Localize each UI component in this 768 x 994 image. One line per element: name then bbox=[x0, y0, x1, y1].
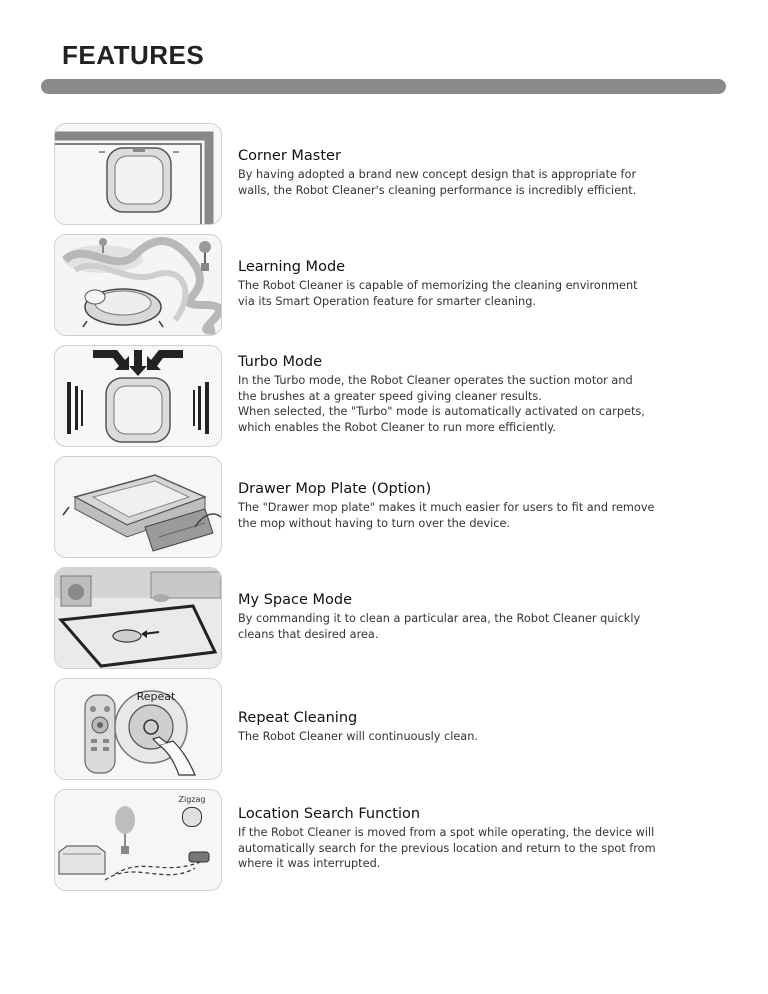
zigzag-label: Zigzag bbox=[178, 795, 206, 804]
learning-mode-illustration bbox=[54, 234, 222, 336]
feature-title: Turbo Mode bbox=[238, 354, 322, 370]
feature-description: If the Robot Cleaner is moved from a spot while operating, the device will automatically search for the previous location and return to the spot from where it was interrupted. bbox=[238, 826, 656, 870]
corner-master-illustration bbox=[54, 123, 222, 225]
turbo-mode-illustration bbox=[54, 345, 222, 447]
title-divider-bar bbox=[41, 79, 726, 94]
feature-description: The "Drawer mop plate" makes it much easier for users to fit and remove the mop without having to turn over the device. bbox=[238, 501, 655, 530]
page-title: FEATURES bbox=[62, 40, 205, 70]
feature-title: Location Search Function bbox=[238, 806, 421, 822]
feature-description: By commanding it to clean a particular area, the Robot Cleaner quickly cleans that desired area. bbox=[238, 612, 641, 641]
feature-title: Repeat Cleaning bbox=[238, 710, 358, 726]
feature-description: The Robot Cleaner is capable of memorizing the cleaning environment via its Smart Operation feature for smarter cleaning. bbox=[238, 279, 638, 308]
feature-description: By having adopted a brand new concept design that is appropriate for walls, the Robot Cleaner's cleaning performance is incredibly efficient. bbox=[238, 168, 637, 197]
drawer-mop-plate-illustration bbox=[54, 456, 222, 558]
feature-description: In the Turbo mode, the Robot Cleaner operates the suction motor and the brushes at a greater speed giving cleaner results. When selected, the "Turbo" mode is automatically activated on carpets, which enables the Robot Cleaner to run more efficiently. bbox=[238, 374, 645, 434]
feature-title: Drawer Mop Plate (Option) bbox=[238, 481, 432, 497]
zigzag-button-icon bbox=[176, 795, 208, 827]
feature-description: The Robot Cleaner will continuously clean. bbox=[238, 730, 478, 743]
feature-title: Learning Mode bbox=[238, 259, 346, 275]
feature-title: My Space Mode bbox=[238, 592, 353, 608]
repeat-button-label: Repeat bbox=[136, 690, 176, 703]
feature-title: Corner Master bbox=[238, 148, 341, 164]
my-space-mode-illustration bbox=[54, 567, 222, 669]
